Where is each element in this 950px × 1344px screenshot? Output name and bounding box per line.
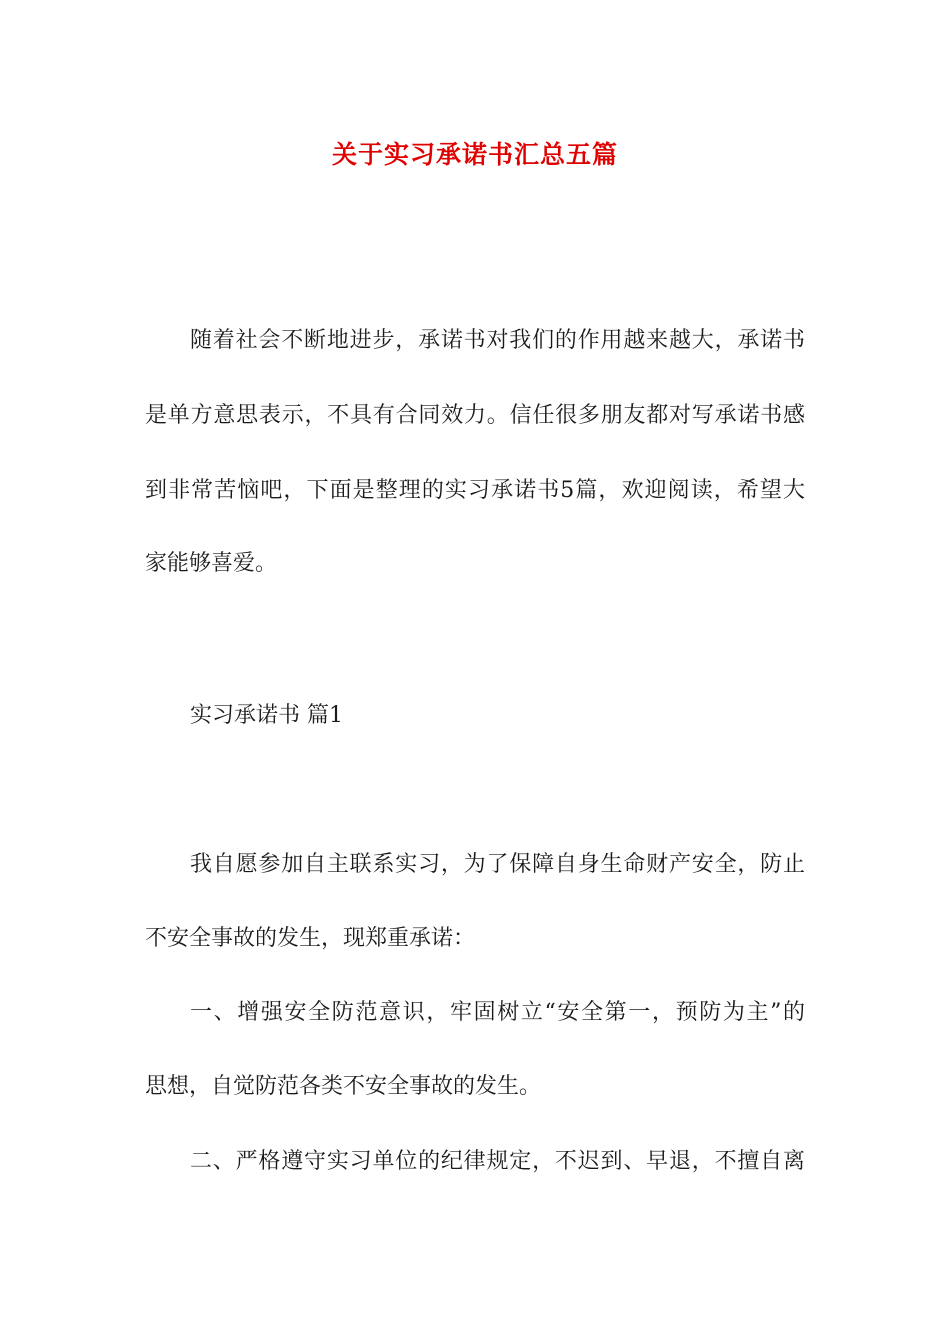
- item-1-line-1: 一、增强安全防范意识，牢固树立“安全第一，预防为主”的: [190, 1000, 805, 1025]
- intro-line-3: 到非常苦恼吧，下面是整理的实习承诺书5篇，欢迎阅读，希望大: [145, 478, 805, 503]
- paragraph-line-2: 不安全事故的发生，现郑重承诺：: [145, 926, 476, 951]
- intro-line-4: 家能够喜爱。: [145, 551, 278, 576]
- item-1-line-2: 思想，自觉防范各类不安全事故的发生。: [145, 1074, 542, 1099]
- section-heading: 实习承诺书 篇1: [190, 703, 343, 728]
- intro-line-1: 随着社会不断地进步，承诺书对我们的作用越来越大，承诺书: [190, 328, 805, 353]
- document-title: 关于实习承诺书汇总五篇: [331, 140, 618, 169]
- paragraph-line-1: 我自愿参加自主联系实习，为了保障自身生命财产安全，防止: [190, 852, 805, 877]
- item-2-line-1: 二、严格遵守实习单位的纪律规定，不迟到、早退，不擅自离: [190, 1149, 805, 1174]
- intro-line-2: 是单方意思表示，不具有合同效力。信任很多朋友都对写承诺书感: [145, 403, 805, 428]
